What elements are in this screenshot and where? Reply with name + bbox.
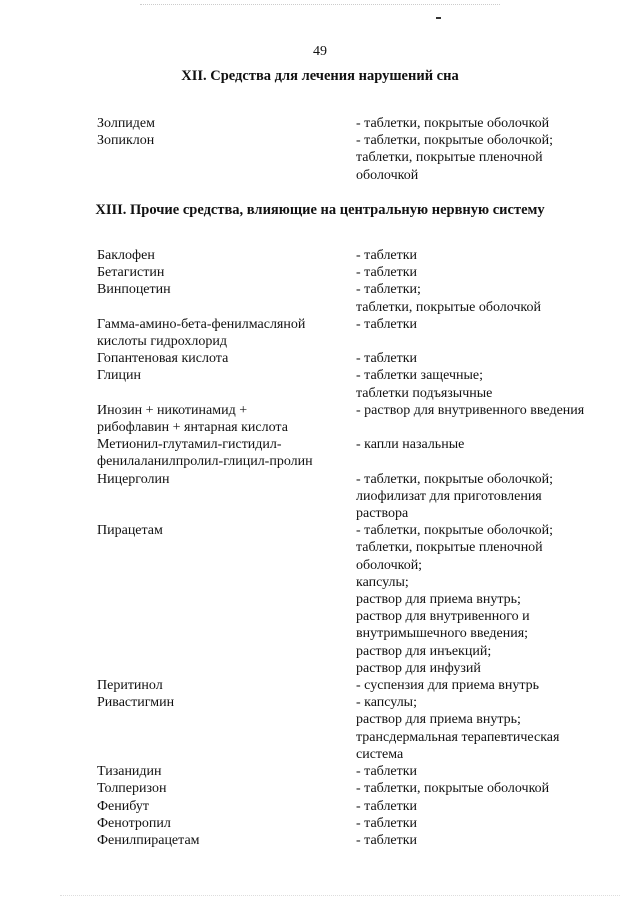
dosage-forms	[356, 677, 617, 694]
drug-name: Тизанидин	[97, 764, 162, 780]
drug-table-xiii	[97, 247, 617, 849]
dosage-form-line: раствор для внутривенного и	[356, 609, 530, 625]
dosage-forms	[356, 402, 617, 436]
dosage-form-line: раствор для приема внутрь;	[356, 592, 521, 608]
drug-name: Инозин + никотинамид + рибофлавин + янтарная кислота	[97, 402, 288, 436]
dosage-form-line: - таблетки	[356, 351, 418, 367]
dosage-form-line: - таблетки, покрытые оболочкой	[356, 116, 550, 131]
dosage-form-line: внутримышечного введения;	[356, 626, 529, 642]
section-title-xiii: XIII. Прочие средства, влияющие на центральную нервную систему	[95, 202, 545, 218]
dosage-forms	[356, 471, 617, 523]
drug-name: Гамма-амино-бета-фенилмасляной кислоты гидрохлорид	[97, 316, 306, 350]
table-row	[97, 677, 617, 694]
dosage-form-line: - таблетки	[356, 798, 418, 814]
table-row	[97, 350, 617, 367]
dosage-form-line: - таблетки защечные;	[356, 368, 483, 384]
scan-artifact-top	[140, 4, 500, 5]
dosage-forms	[356, 132, 617, 184]
dosage-form-line: - таблетки	[356, 248, 418, 263]
dosage-form-line: - таблетки;	[356, 282, 421, 298]
dosage-form-line: раствор для инфузий	[356, 660, 481, 676]
dosage-form-line: - таблетки	[356, 764, 418, 780]
table-row	[97, 247, 617, 264]
drug-name: Золпидем	[97, 116, 155, 131]
table-row	[97, 115, 617, 132]
table-row	[97, 815, 617, 832]
dosage-form-line: - раствор для внутривенного введения	[356, 402, 585, 418]
dosage-form-line: оболочкой;	[356, 557, 423, 573]
dosage-form-line: система	[356, 746, 404, 762]
dosage-forms	[356, 367, 617, 401]
drug-name: Винпоцетин	[97, 282, 171, 298]
table-row	[97, 436, 617, 470]
drug-name: Метионил-глутамил-гистидил- фенилаланилпролил-глицил-пролин	[97, 437, 313, 470]
dosage-forms	[356, 763, 617, 780]
dosage-form-line: - капли назальные	[356, 437, 465, 453]
dosage-form-line: - таблетки	[356, 265, 418, 281]
dosage-forms	[356, 316, 617, 350]
table-row	[97, 132, 617, 184]
drug-name: Пирацетам	[97, 523, 163, 539]
dosage-form-line: - таблетки	[356, 832, 418, 848]
dosage-forms	[356, 350, 617, 367]
dosage-form-line: таблетки, покрытые оболочкой	[356, 299, 542, 315]
page-number: 49	[313, 44, 327, 59]
dosage-form-line: раствор для приема внутрь;	[356, 712, 521, 728]
drug-table-xii	[97, 115, 617, 184]
dosage-forms	[356, 264, 617, 281]
drug-name: Фенибут	[97, 798, 149, 814]
table-row	[97, 832, 617, 849]
drug-name: Ривастигмин	[97, 695, 175, 711]
drug-name: Перитинол	[97, 678, 163, 694]
dosage-form-line: трансдермальная терапевтическая	[356, 729, 560, 745]
dosage-form-line: - таблетки, покрытые оболочкой;	[356, 471, 554, 487]
section-title-xii: XII. Средства для лечения нарушений сна	[181, 68, 459, 84]
dosage-forms	[356, 832, 617, 849]
table-row	[97, 316, 617, 350]
dosage-form-line: - таблетки, покрытые оболочкой;	[356, 133, 554, 149]
table-row	[97, 402, 617, 436]
drug-name: Фенотропил	[97, 815, 171, 831]
table-row	[97, 471, 617, 523]
dosage-forms	[356, 780, 617, 797]
dosage-form-line: таблетки, покрытые пленочной	[356, 540, 543, 556]
drug-name: Баклофен	[97, 248, 155, 263]
dosage-form-line: - таблетки, покрытые оболочкой;	[356, 523, 554, 539]
table-row	[97, 264, 617, 281]
dosage-form-line: - капсулы;	[356, 695, 417, 711]
drug-name: Ницерголин	[97, 471, 170, 487]
drug-name: Фенилпирацетам	[97, 832, 200, 848]
dosage-forms	[356, 281, 617, 315]
dosage-forms	[356, 115, 617, 132]
dosage-form-line: - суспензия для приема внутрь	[356, 678, 540, 694]
drug-name: Глицин	[97, 368, 141, 384]
scan-mark	[436, 17, 441, 19]
dosage-form-line: раствор для инъекций;	[356, 643, 492, 659]
dosage-forms	[356, 694, 617, 763]
drug-name: Гопантеновая кислота	[97, 351, 229, 367]
table-row	[97, 780, 617, 797]
dosage-form-line: - таблетки, покрытые оболочкой	[356, 781, 550, 797]
table-row	[97, 281, 617, 315]
table-row	[97, 367, 617, 401]
dosage-forms	[356, 436, 617, 470]
dosage-form-line: лиофилизат для приготовления	[356, 488, 542, 504]
table-row	[97, 763, 617, 780]
dosage-form-line: - таблетки	[356, 316, 418, 332]
dosage-form-line: таблетки подъязычные	[356, 385, 493, 401]
dosage-form-line: таблетки, покрытые пленочной	[356, 150, 543, 166]
table-row	[97, 522, 617, 677]
dosage-forms	[356, 798, 617, 815]
drug-name: Толперизон	[97, 781, 167, 797]
drug-name: Зопиклон	[97, 133, 155, 149]
drug-name: Бетагистин	[97, 265, 165, 281]
dosage-forms	[356, 522, 617, 677]
dosage-forms	[356, 247, 617, 264]
dosage-forms	[356, 815, 617, 832]
dosage-form-line: оболочкой	[356, 167, 419, 183]
dosage-form-line: капсулы;	[356, 574, 409, 590]
scan-artifact-bottom	[60, 895, 620, 896]
dosage-form-line: раствора	[356, 506, 409, 522]
table-row	[97, 798, 617, 815]
table-row	[97, 694, 617, 763]
dosage-form-line: - таблетки	[356, 815, 418, 831]
